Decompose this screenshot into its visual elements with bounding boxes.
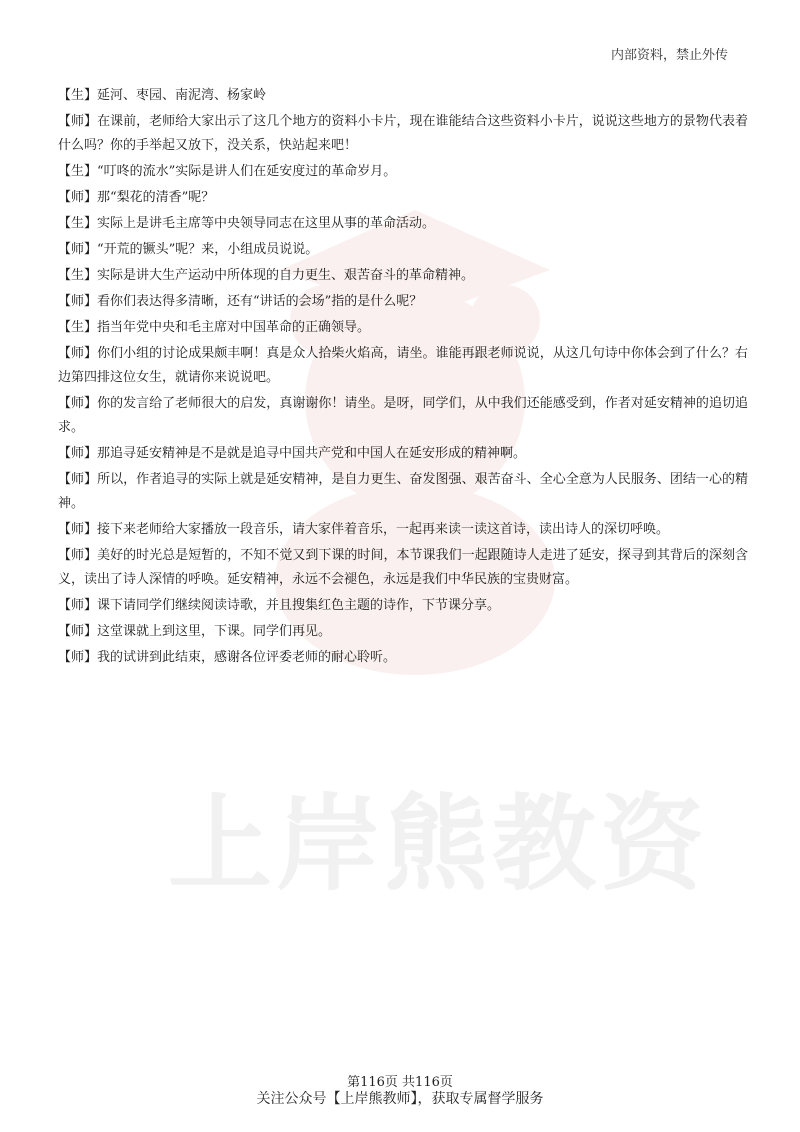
speaker-tag: 【师】 [58,522,98,537]
brand-watermark-text: 上岸熊教资 [168,783,709,905]
speaker-tag: 【师】 [58,114,98,129]
speaker-tag: 【生】 [58,164,98,179]
speaker-tag: 【师】 [58,396,98,411]
dialogue-text: 课下请同学们继续阅读诗歌，并且搜集红色主题的诗作，下节课分享。 [97,598,501,613]
dialogue-line [58,186,748,210]
speaker-tag: 【生】 [58,320,98,335]
dialogue-text: 在课前，老师给大家出示了这几个地方的资料小卡片，现在谁能结合这些资料小卡片，说说这些地方的景物代表着什么吗？你的手举起又放下，没关系，快站起来吧！ [58,114,748,153]
dialogue-line [58,160,748,184]
dialogue-list [58,84,748,672]
dialogue-line [58,84,748,108]
speaker-tag: 【师】 [58,598,98,613]
dialogue-text: 那追寻延安精神是不是就是追寻中国共产党和中国人在延安形成的精神啊。 [97,446,527,461]
dialogue-line [58,620,748,644]
speaker-tag: 【师】 [58,650,98,665]
dialogue-line [58,110,748,158]
dialogue-text: 延河、枣园、南泥湾、杨家岭 [97,88,267,103]
dialogue-line [58,594,748,618]
dialogue-text: “开荒的镢头”呢？来，小组成员说说。 [97,242,319,257]
speaker-tag: 【师】 [58,346,98,361]
speaker-tag: 【师】 [58,548,98,563]
dialogue-line [58,442,748,466]
dialogue-text: 看你们表达得多清晰，还有“讲话的会场”指的是什么呢？ [97,294,423,309]
dialogue-line [58,518,748,542]
dialogue-line [58,316,748,340]
dialogue-line [58,290,748,314]
dialogue-text: 我的试讲到此结束，感谢各位评委老师的耐心聆听。 [97,650,397,665]
confidential-note: 内部资料，禁止外传 [610,48,728,63]
dialogue-text: 你的发言给了老师很大的启发，真谢谢你！请坐。是呀，同学们，从中我们还能感受到，作者对延安精神的追切追求。 [58,396,748,435]
promo-footer: 关注公众号【上岸熊教师】，获取专属督学服务 [256,1091,544,1107]
speaker-tag: 【师】 [58,190,98,205]
dialogue-text: 这堂课就上到这里，下课。同学们再见。 [97,624,332,639]
speaker-tag: 【师】 [58,446,98,461]
dialogue-line [58,392,748,440]
dialogue-text: 接下来老师给大家播放一段音乐，请大家伴着音乐，一起再来读一读这首诗，读出诗人的深切呼唤。 [97,522,670,537]
dialogue-line [58,544,748,592]
dialogue-text: 美好的时光总是短暂的，不知不觉又到下课的时间，本节课我们一起跟随诗人走进了延安，探寻到其背后的深刻含义，读出了诗人深情的呼唤。延安精神，永远不会褪色，永远是我们中华民族的宝贵财富。 [58,548,748,587]
speaker-tag: 【生】 [58,268,98,283]
dialogue-text: 所以，作者追寻的实际上就是延安精神，是自力更生、奋发图强、艰苦奋斗、全心全意为人民服务、团结一心的精神。 [58,472,748,511]
dialogue-text: 你们小组的讨论成果颇丰啊！真是众人拾柴火焰高，请坐。谁能再跟老师说说，从这几句诗中你体会到了什么？右边第四排这位女生，就请你来说说吧。 [58,346,748,385]
dialogue-line [58,264,748,288]
dialogue-line [58,342,748,390]
dialogue-line [58,468,748,516]
speaker-tag: 【生】 [58,216,98,231]
dialogue-text: “叮咚的流水”实际是讲人们在延安度过的革命岁月。 [97,164,397,179]
dialogue-text: 实际上是讲毛主席等中央领导同志在这里从事的革命活动。 [97,216,436,231]
speaker-tag: 【师】 [58,294,98,309]
dialogue-text: 那“梨花的清香”呢？ [97,190,215,205]
dialogue-line [58,212,748,236]
page-number: 第116页 共116页 [347,1075,453,1090]
dialogue-line [58,646,748,670]
dialogue-line [58,238,748,262]
speaker-tag: 【师】 [58,242,98,257]
speaker-tag: 【生】 [58,88,98,103]
speaker-tag: 【师】 [58,624,98,639]
speaker-tag: 【师】 [58,472,98,487]
dialogue-text: 指当年党中央和毛主席对中国革命的正确领导。 [97,320,371,335]
dialogue-text: 实际是讲大生产运动中所体现的自力更生、艰苦奋斗的革命精神。 [97,268,475,283]
